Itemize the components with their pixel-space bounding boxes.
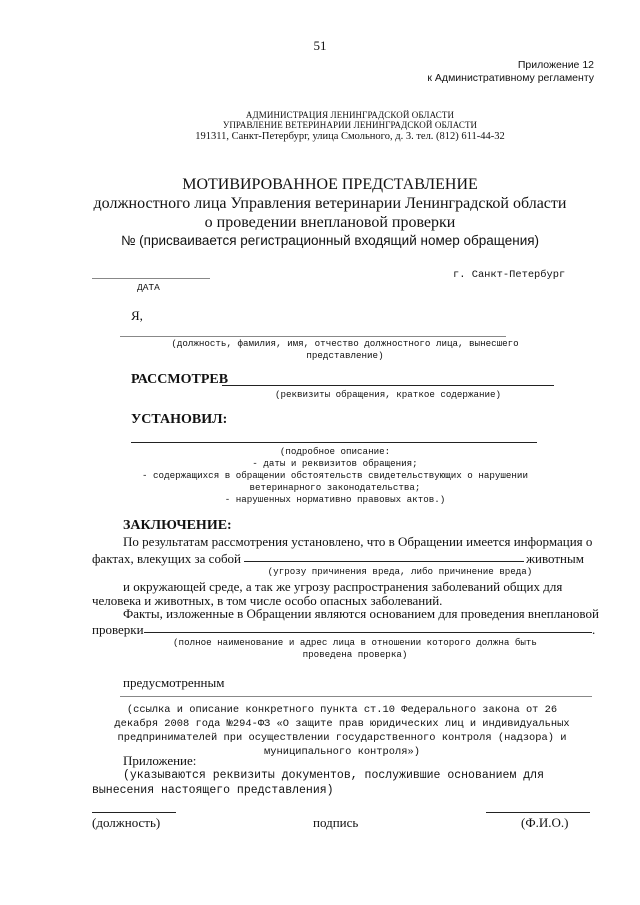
conclusion-label: ЗАКЛЮЧЕНИЕ: <box>123 518 232 533</box>
official-hint-line-1: (должность, фамилия, имя, отчество должностного лица, вынесшего <box>171 338 519 349</box>
conclusion-paragraph-5: Факты, изложенные в Обращении являются основанием для проведения внеплановой <box>123 606 599 621</box>
title-line-4: № (присваивается регистрационный входящий номер обращения) <box>120 233 540 248</box>
law-hint-line-1: (ссылка и описание конкретного пункта ст.10 Федерального закона от 26 <box>126 704 558 716</box>
ya-label: Я, <box>131 308 143 323</box>
established-hint-line-4: ветеринарного законодательства; <box>249 482 421 493</box>
appendix-line-1: Приложение 12 <box>517 59 594 71</box>
law-hint-line-4: муниципального контроля») <box>264 746 420 758</box>
established-label: УСТАНОВИЛ: <box>131 412 228 427</box>
established-hint-line-1: (подробное описание: <box>279 446 391 457</box>
org-administration: АДМИНИСТРАЦИЯ ЛЕНИНГРАДСКОЙ ОБЛАСТИ <box>245 110 455 120</box>
conclusion-paragraph-2b: животным <box>526 551 584 566</box>
attachment-hint <box>92 768 602 798</box>
law-hint-line-2: декабря 2008 года №294-ФЗ «О защите прав юридических лиц и индивидуальных <box>114 718 570 730</box>
provided-label: предусмотренным <box>123 675 225 690</box>
signature-label: подпись <box>313 815 359 830</box>
reviewed-line <box>222 385 554 386</box>
official-hint <box>120 338 570 362</box>
entity-hint <box>120 637 590 661</box>
conclusion-paragraph-1: По результатам рассмотрения установлено, что в Обращении имеется информация о <box>123 534 593 549</box>
page-number: 51 <box>313 38 327 53</box>
document-title <box>20 175 640 250</box>
established-hint-line-5: - нарушенных нормативно правовых актов.) <box>224 494 446 505</box>
position-line <box>92 812 176 813</box>
official-line <box>120 336 506 337</box>
harm-line <box>244 561 524 562</box>
conclusion-paragraph-4: человека и животных, в том числе особо опасных заболеваний. <box>92 593 443 608</box>
org-department: УПРАВЛЕНИЕ ВЕТЕРИНАРИИ ЛЕНИНГРАДСКОЙ ОБЛАСТИ <box>222 120 478 130</box>
established-hint-line-3: - содержащихся в обращении обстоятельств свидетельствующих о нарушении <box>142 470 528 481</box>
position-label: (должность) <box>92 815 161 830</box>
harm-hint: (угрозу причинения вреда, либо причинение вреда) <box>267 566 533 577</box>
title-line-1: МОТИВИРОВАННОЕ ПРЕДСТАВЛЕНИЕ <box>182 176 478 193</box>
city: г. Санкт-Петербург <box>453 269 566 281</box>
reviewed-hint: (реквизиты обращения, краткое содержание) <box>274 389 502 400</box>
established-hint-line-2: - даты и реквизитов обращения; <box>252 458 418 469</box>
title-line-2: должностного лица Управления ветеринарии Ленинградской области <box>93 195 567 212</box>
conclusion-paragraph-6b: . <box>592 622 596 637</box>
fio-label: (Ф.И.О.) <box>521 815 569 830</box>
law-hint <box>92 703 592 759</box>
appendix-reference <box>427 59 594 85</box>
attachment-hint-line-1: (указываются реквизиты документов, послужившие основанием для <box>123 769 544 782</box>
conclusion-paragraph-3: и окружающей среде, а так же угрозу распространения заболеваний общих для <box>123 579 563 594</box>
entity-line <box>144 632 592 633</box>
date-line <box>92 278 210 279</box>
date-label: ДАТА <box>137 282 160 293</box>
entity-hint-line-1: (полное наименование и адрес лица в отношении которого должна быть <box>173 637 537 648</box>
conclusion-paragraph-6a: проверки <box>92 622 144 637</box>
org-address: 191311, Санкт-Петербург, улица Смольного, д. 3. тел. (812) 611-44-32 <box>195 131 505 142</box>
attachment-hint-line-2: вынесения настоящего представления) <box>92 784 334 797</box>
fio-line <box>486 812 590 813</box>
established-hint <box>100 446 570 506</box>
established-line <box>131 442 537 443</box>
reviewed-label: РАССМОТРЕВ <box>131 372 229 387</box>
conclusion-paragraph-2a: фактах, влекущих за собой <box>92 551 242 566</box>
organization-header <box>40 110 640 142</box>
title-line-3: о проведении внеплановой проверки <box>204 214 456 231</box>
attachment-label: Приложение: <box>123 753 197 768</box>
entity-hint-line-2: проведена проверка) <box>302 649 408 660</box>
appendix-line-2: к Административному регламенту <box>427 72 594 84</box>
law-line <box>120 696 592 697</box>
official-hint-line-2: представление) <box>306 350 384 361</box>
law-hint-line-3: предпринимателей при осуществлении государственного контроля (надзора) и <box>117 732 567 744</box>
